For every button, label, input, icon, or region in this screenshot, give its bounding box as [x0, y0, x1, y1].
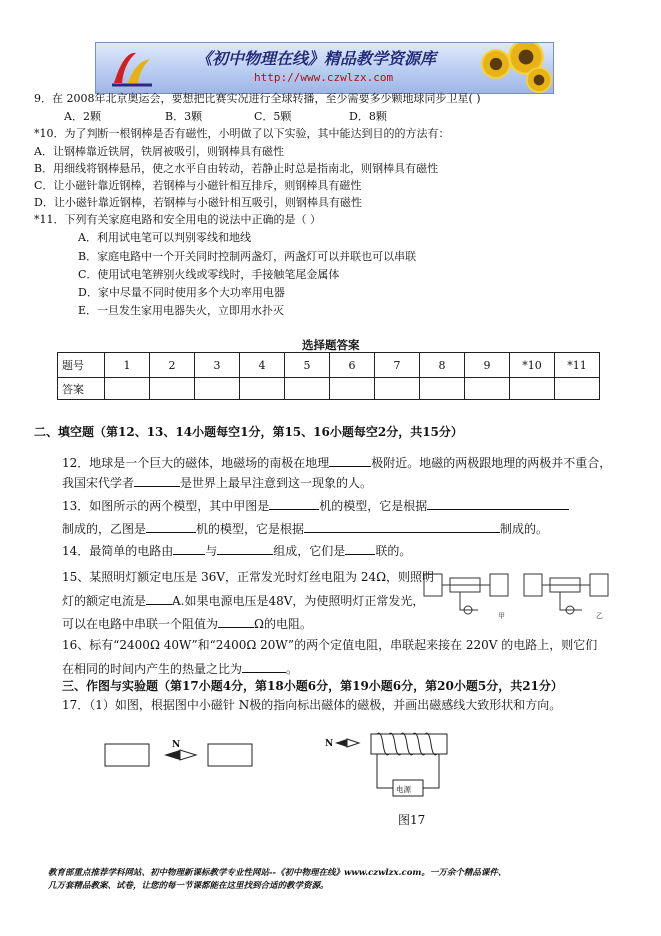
sunflower-icon: [526, 67, 552, 93]
q16-text-2-tail: 。: [286, 662, 299, 676]
table-cell: *10: [510, 353, 555, 378]
question-16-line2: [62, 661, 298, 677]
question-14: [62, 543, 411, 559]
q13-blank-2[interactable]: [427, 498, 569, 510]
q15-blank-2[interactable]: [218, 616, 254, 628]
q14-blank-1[interactable]: [173, 543, 205, 555]
q13-text-mid: 机的模型，它是根据: [319, 499, 428, 513]
q15-blank-1[interactable]: [146, 593, 172, 605]
table-cell: 6: [330, 353, 375, 378]
table-row: [58, 353, 600, 378]
q12-text: 12．地球是一个巨大的磁体，地磁场的南极在地理: [62, 456, 330, 470]
solenoid-circuit-figure: [323, 730, 463, 810]
q11-option-c: C．使用试电笔辨别火线或零线时，手接触笔尾金属体: [78, 268, 340, 281]
q14-text-b: 组成，它们是: [273, 544, 346, 558]
question-9-stem: 9．在 2008年北京奥运会，要想把比赛实况进行全球转播，至少需要多少颗地球同步卫星( ): [34, 92, 481, 105]
q11-option-a: A．利用试电笔可以判别零线和地线: [78, 231, 251, 244]
q15-text-3: 可以在电路中串联一个阻值为: [62, 617, 219, 631]
q15-text-3-tail: Ω的电阻。: [254, 617, 312, 631]
q13-blank-4[interactable]: [304, 521, 500, 533]
table-cell: 5: [285, 353, 330, 378]
answer-table: [57, 352, 600, 400]
table-cell: 9: [465, 353, 510, 378]
q12-blank-2[interactable]: [134, 475, 180, 487]
q12-blank-1[interactable]: [329, 455, 371, 467]
q12-text-2-tail: 是世界上最早注意到这一现象的人。: [180, 476, 373, 490]
answer-cell[interactable]: [420, 378, 465, 400]
q15-text-2-tail: A.如果电源电压是48V，为使照明灯正常发光，: [172, 594, 425, 608]
q13-blank-1[interactable]: [269, 498, 319, 510]
banner-url: http://www.czwlzx.com: [254, 71, 394, 84]
question-15-line3: [62, 616, 312, 632]
answer-cell[interactable]: [285, 378, 330, 400]
q10-option-d: D．让小磁针靠近钢棒，若钢棒与小磁针相互吸引，则钢棒具有磁性: [34, 196, 362, 209]
question-11-stem: *11．下列有关家庭电路和安全用电的说法中正确的是（ ）: [34, 213, 321, 226]
motor-generator-figure: [420, 566, 616, 624]
section-3-heading: 三、作图与实验题（第17小题4分，第18小题6分，第19小题6分，第20小题5分，共21分）: [62, 679, 563, 693]
question-12-line2: [62, 475, 372, 491]
table-cell: 7: [375, 353, 420, 378]
question-13-line1: [62, 498, 569, 514]
table-cell: 4: [240, 353, 285, 378]
question-12-line1: [62, 455, 611, 471]
q11-option-b: B．家庭电路中一个开关同时控制两盏灯，两盏灯可以并联也可以串联: [78, 250, 417, 263]
battery-label: 电源: [396, 785, 411, 794]
q12-text-2: 我国宋代学者: [62, 476, 135, 490]
header-banner: [95, 42, 554, 94]
answer-cell[interactable]: [150, 378, 195, 400]
q13-text: 13．如图所示的两个模型，其中甲图是: [62, 499, 270, 513]
q9-option-b: B．3颗: [165, 110, 203, 123]
answer-cell[interactable]: [465, 378, 510, 400]
needle-n-label-2: N: [325, 739, 334, 749]
table-cell: 2: [150, 353, 195, 378]
q14-text-c: 联的。: [375, 544, 412, 558]
question-13-line2: [62, 521, 548, 537]
table-header-cell: 答案: [58, 378, 105, 400]
footer-line-1: 教育部重点推荐学科网站、初中物理新课标教学专业性网站--《初中物理在线》www.czwlzx.com。一万余个精品课件、: [48, 868, 507, 878]
question-15-line1: 15、某照明灯额定电压是 36V，正常发光时灯丝电阻为 24Ω，则照明: [62, 570, 435, 584]
banner-title: 《初中物理在线》精品教学资源库: [196, 49, 437, 68]
q15-text-2: 灯的额定电流是: [62, 594, 147, 608]
question-10-stem: *10．为了判断一根钢棒是否有磁性，小明做了以下实验，其中能达到目的的方法有：: [34, 127, 450, 140]
table-cell: *11: [555, 353, 600, 378]
logo-icon: [110, 47, 154, 89]
magnet-needle-figure: [104, 738, 254, 772]
answer-cell[interactable]: [555, 378, 600, 400]
q9-option-c: C．5颗: [254, 110, 292, 123]
q12-text-tail: 极附近。地磁的两极跟地理的两极并不重合，: [371, 456, 612, 470]
question-15-line2: [62, 593, 424, 609]
q9-option-a: A．2颗: [64, 110, 101, 123]
sunflower-icon: [481, 49, 511, 79]
answer-cell[interactable]: [195, 378, 240, 400]
q11-option-e: E．一旦发生家用电器失火，立即用水扑灭: [78, 304, 285, 317]
table-cell: 3: [195, 353, 240, 378]
q13-text-2-tail: 制成的。: [500, 522, 549, 536]
needle-n-label: N: [172, 740, 181, 750]
q14-text: 14．最简单的电路由: [62, 544, 174, 558]
q13-text-2: 制成的，乙图是: [62, 522, 147, 536]
q10-option-c: C．让小磁针靠近钢棒，若钢棒与小磁针相互排斥，则钢棒具有磁性: [34, 179, 362, 192]
footer-line-2: 几万套精品教案、试卷，让您的每一节课都能在这里找到合适的教学资源。: [48, 881, 329, 891]
q16-text-2: 在相同的时间内产生的热量之比为: [62, 662, 243, 676]
question-16-line1: 16、标有“2400Ω 40W”和“2400Ω 20W”的两个定值电阻，串联起来接在 220V 的电路上，则它们: [62, 638, 598, 652]
figure-label-a: 甲: [498, 612, 505, 620]
answer-cell[interactable]: [330, 378, 375, 400]
q13-blank-3[interactable]: [146, 521, 196, 533]
q10-option-a: A．让钢棒靠近铁屑，铁屑被吸引，则钢棒具有磁性: [34, 145, 284, 158]
answer-cell[interactable]: [240, 378, 285, 400]
figure-17-caption: 图17: [398, 813, 426, 827]
q9-option-d: D．8颗: [349, 110, 387, 123]
question-17: 17．（1）如图，根据图中小磁针 N极的指向标出磁体的磁极，并画出磁感线大致形状和方向。: [62, 698, 562, 712]
q11-option-d: D．家中尽量不同时使用多个大功率用电器: [78, 286, 285, 299]
figure-label-b: 乙: [596, 612, 603, 620]
q14-text-a: 与: [205, 544, 218, 558]
q16-blank[interactable]: [242, 661, 286, 673]
table-cell: 1: [105, 353, 150, 378]
table-row: [58, 378, 600, 400]
answer-cell[interactable]: [105, 378, 150, 400]
table-cell: 8: [420, 353, 465, 378]
answer-cell[interactable]: [510, 378, 555, 400]
answer-cell[interactable]: [375, 378, 420, 400]
section-2-heading: 二、填空题（第12、13、14小题每空1分，第15、16小题每空2分，共15分）: [34, 425, 463, 439]
q14-blank-3[interactable]: [345, 543, 375, 555]
q10-option-b: B．用细线将钢棒悬吊，使之水平自由转动，若静止时总是指南北，则钢棒具有磁性: [34, 162, 439, 175]
q14-blank-2[interactable]: [217, 543, 273, 555]
q13-text-2-mid: 机的模型，它是根据: [196, 522, 305, 536]
table-header-cell: 题号: [58, 353, 105, 378]
answer-table-title: 选择题答案: [302, 338, 360, 352]
